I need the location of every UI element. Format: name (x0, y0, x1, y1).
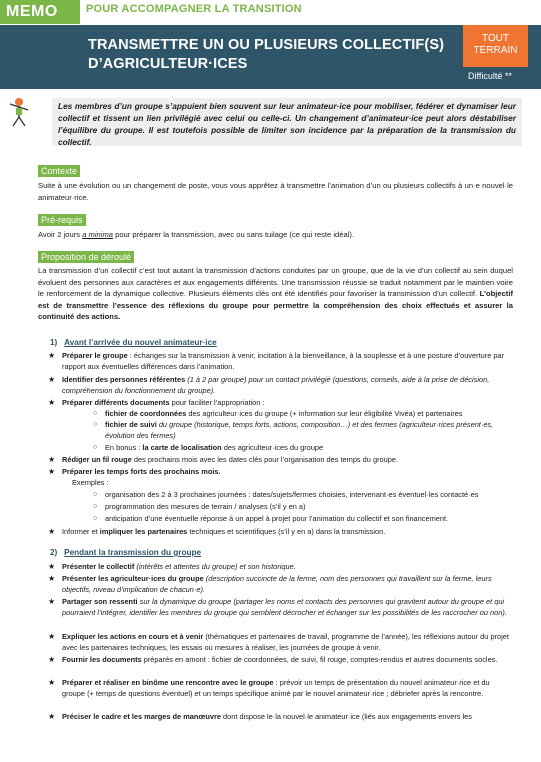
black-star-icon: ★ (48, 527, 56, 536)
list-item: ★ Préparer les temps forts des prochains mois. (48, 467, 221, 476)
list-item: ★ Préparer et réaliser en binôme une rencontre avec le groupe : prévoir un temps de présentation du nouvel animateur·rice et du groupe (+ temps de questions éventuel) et un temps spécifique animé par le nouvel animateur·rice ; débriefer après la rencontre. (48, 678, 490, 698)
list-item: ★ Expliquer les actions en cours et à venir (thématiques et partenaires de travail, programme de l’année), les réflexions autour du projet avec les partenaires techniques, les essais ou mesures à réaliser, les journées de groupe à venir. (48, 632, 509, 652)
section-proposition-title: Proposition de déroulé (38, 251, 134, 263)
circle-bullet-icon: ○ (93, 421, 98, 428)
list-item: ★ Fournir les documents préparés en amont : fichier de coordonnées, de suivi, fil rouge, comptes-rendus et autres documents socles. (48, 655, 498, 664)
black-star-icon: ★ (48, 562, 56, 571)
step-2-heading: 2) Pendant la transmission du groupe (50, 548, 202, 557)
circle-bullet-icon: ○ (93, 515, 98, 522)
sub-list-item: ○ fichier de suivi du groupe (historique, temps forts, actions, composition…) et des fermes (agriculteur·rices présent·es, évolution des fermes) (93, 420, 494, 440)
title-banner (0, 25, 541, 89)
list-item: ★ Présenter le collectif (intérêts et attentes du groupe) et son historique. (48, 562, 296, 571)
circle-bullet-icon: ○ (93, 491, 98, 498)
list-item: ★ Présenter les agriculteur·ices du groupe (description succincte de la ferme, nom des personnes qui travaillent sur la ferme, leurs objectifs, niveau d’implication de chacun·e). (48, 574, 492, 594)
step-1-heading: 1) Avant l’arrivée du nouvel animateur·ice (50, 338, 217, 347)
person-mascot-icon (4, 96, 34, 128)
difficulty-label: Difficulté ** (468, 71, 512, 81)
example-item: ○ programmation des mesures de terrain / analyses (s’il y en a) (93, 502, 306, 511)
badge-line-2: TERRAIN (473, 45, 518, 56)
section-prerequis-text: Avoir 2 jours a minima pour préparer la transmission, avec ou sans tuilage (ce qui reste idéal). (38, 230, 355, 239)
badge-line-1: TOUT (481, 33, 510, 44)
black-star-icon: ★ (48, 398, 56, 407)
black-star-icon: ★ (48, 351, 56, 360)
black-star-icon: ★ (48, 597, 56, 606)
title-line-1: TRANSMETTRE UN OU PLUSIEURS COLLECTIF(S) (88, 37, 445, 53)
black-star-icon: ★ (48, 455, 56, 464)
section-prerequis-title: Pré-requis (38, 214, 86, 226)
sub-list-item: ○ En bonus : la carte de localisation des agriculteur·ices du groupe (93, 443, 324, 452)
black-star-icon: ★ (48, 467, 56, 476)
example-item: ○ organisation des 2 à 3 prochaines journées : dates/sujets/fermes choisies, intervenant·es éventuel·les contacté·es (93, 490, 479, 499)
circle-bullet-icon: ○ (93, 503, 98, 510)
category-badge (463, 25, 528, 67)
list-item: ★ Préciser le cadre et les marges de manœuvre dont dispose le·la nouvel·le animateur·ice (liés aux engagements envers les (48, 712, 472, 721)
title-line-2: D’AGRICULTEUR·ICES (88, 56, 248, 72)
black-star-icon: ★ (48, 655, 56, 664)
list-item: ★ Identifier des personnes référentes (1 à 2 par groupe) pour un contact privilégié (questions, conseils, aide à la prise de décision, compréhension du fonctionnement du groupe). (48, 375, 490, 395)
series-subtitle: POUR ACCOMPAGNER LA TRANSITION (86, 3, 302, 15)
list-item: ★ Préparer le groupe : échanges sur la transmission à venir, incitation à la bienveillance, à la souplesse et à une posture d’ouverture par rapport aux éventuelles différences dans l’animation. (48, 351, 505, 371)
list-item: ★ Partager son ressenti sur la dynamique du groupe (partager les noms et contacts des personnes qui gravitent autour du groupe et qui pourraient l’intégrer, identifier les membres du groupe qui semblent décrocher et échanger sur les possibilités de les raccrocher ou non). (48, 597, 507, 617)
circle-bullet-icon: ○ (93, 444, 98, 451)
examples-label: Exemples : (72, 478, 109, 487)
black-star-icon: ★ (48, 678, 56, 687)
memo-label: MEMO (0, 0, 80, 24)
list-item: ★ Rédiger un fil rouge des prochains mois avec les dates clés pour l’organisation des temps du groupe. (48, 455, 399, 464)
black-star-icon: ★ (48, 632, 56, 641)
section-contexte-title: Contexte (38, 165, 80, 177)
circle-bullet-icon: ○ (93, 410, 98, 417)
section-contexte-text: Suite à une évolution ou un changement de poste, vous vous apprêtez à transmettre l’animation d’un ou plusieurs collectifs à un·e nouvel·le animateur·rice. (38, 181, 513, 202)
section-proposition-text: La transmission d’un collectif c’est tout autant la transmission d’actions conduites par un groupe, que de la vie d’un collectif au sein duquel évoluent des personnes aux caractères et aux engagements différents. Une transmission réussie se traduit notamment par le maintien voire le renforcement de la dynamique collective. Plusieurs éléments clés ont été identifiés pour favoriser la transmission d’un collectif. L’objectif est de transmettre l’essence des réflexions du groupe pour permettre la compréhension des choix effectués et assurer la continuité des actions. (38, 266, 513, 321)
intro-box: Les membres d’un groupe s’appuient bien souvent sur leur animateur·ice pour mobiliser, fédérer et dynamiser leur collectif et tissent un lien privilégié avec celui ou celle-ci. Un changement d’animateur·ice peut alors déstabiliser l’équilibre du groupe. Il est toutefois possible de limiter son incidence par la préparation de la transmission du collectif. (48, 98, 522, 146)
list-item: ★ Informer et impliquer les partenaires techniques et scientifiques (s’il y en a) dans la transmission. (48, 527, 386, 536)
black-star-icon: ★ (48, 574, 56, 583)
top-bar (0, 0, 541, 25)
example-item: ○ anticipation d’une éventuelle réponse à un appel à projet pour l’animation du collectif et son financement. (93, 514, 449, 523)
sub-list-item: ○ fichier de coordonnées des agriculteur·ices du groupe (+ information sur leur éligibilité Vivéa) et partenaires (93, 409, 463, 418)
black-star-icon: ★ (48, 375, 56, 384)
list-item: ★ Préparer différents documents pour faciliter l’appropriation : (48, 398, 265, 407)
black-star-icon: ★ (48, 712, 56, 721)
page-title (88, 36, 444, 74)
